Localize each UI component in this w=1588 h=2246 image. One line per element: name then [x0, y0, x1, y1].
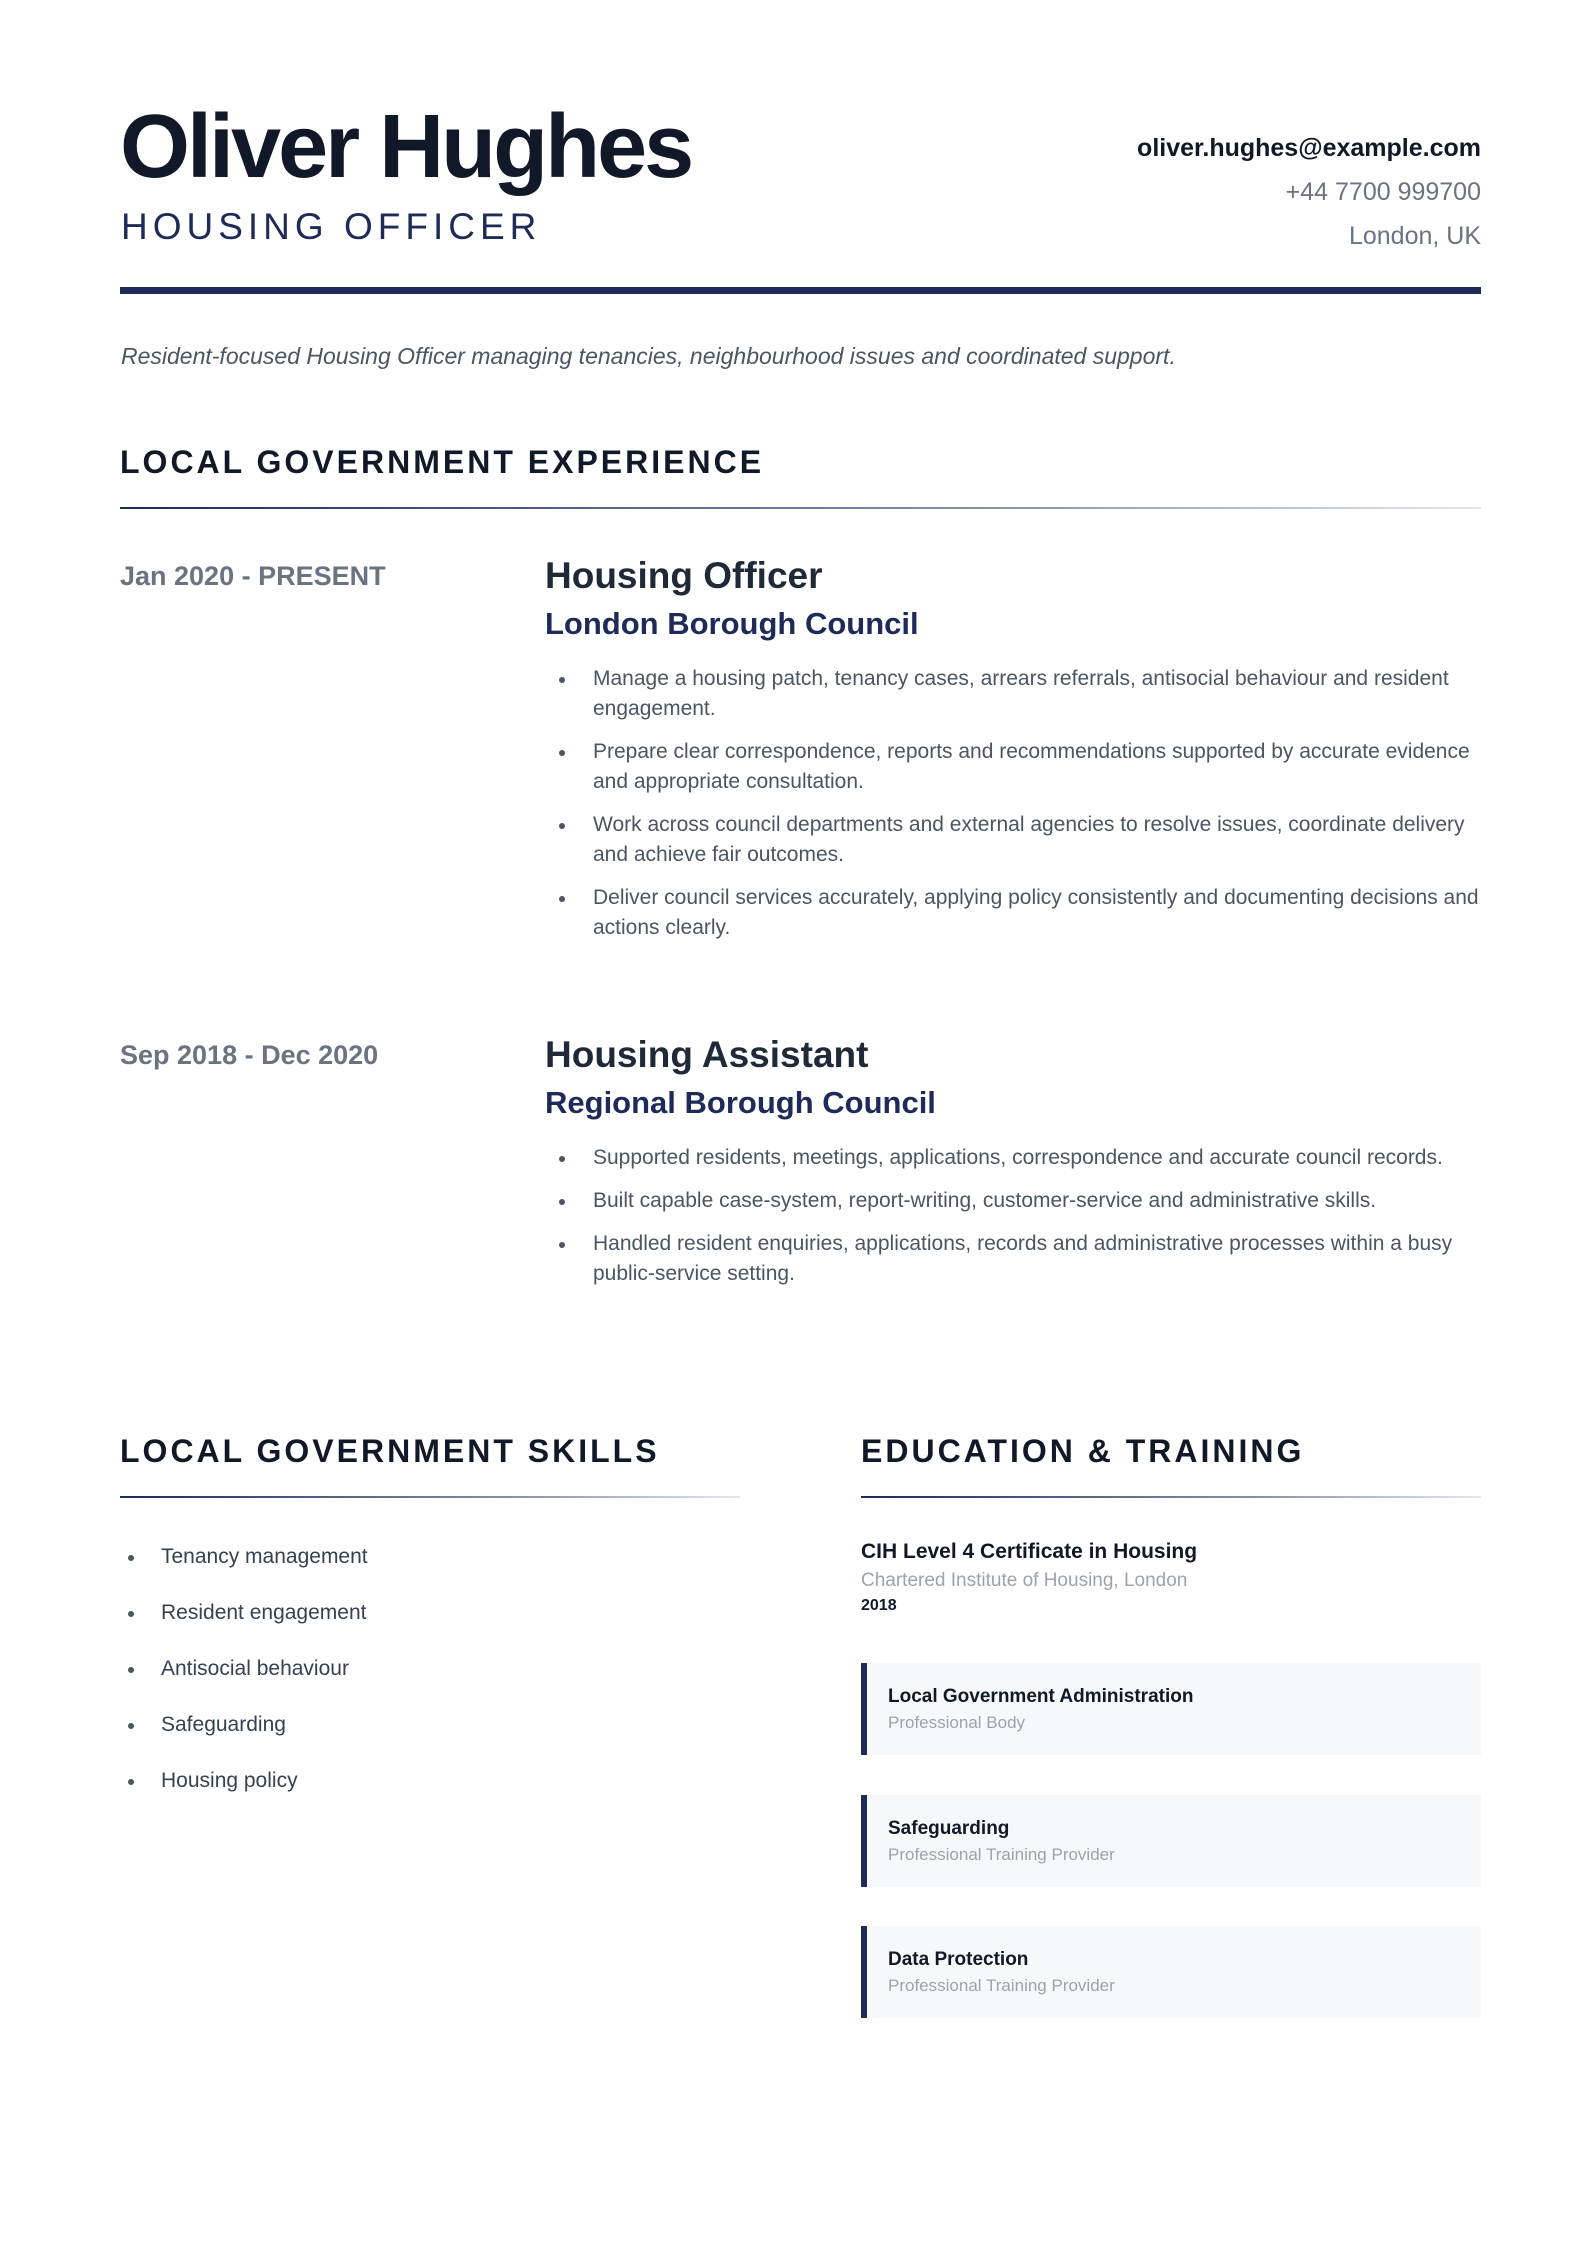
experience-heading: LOCAL GOVERNMENT EXPERIENCE — [120, 444, 765, 480]
certification-provider: Professional Body — [888, 1713, 1026, 1732]
education-heading: EDUCATION & TRAINING — [861, 1433, 1305, 1469]
skill-item: Safeguarding — [120, 1710, 368, 1740]
candidate-name: Oliver Hughes — [120, 97, 692, 197]
skills-list — [120, 1542, 368, 1822]
contact-phone: +44 7700 999700 — [1285, 178, 1481, 206]
certification-card — [861, 1663, 1481, 1755]
job-duties — [545, 664, 1481, 943]
certification-card — [861, 1795, 1481, 1887]
duty-item: Supported residents, meetings, applications, correspondence and accurate council records. — [545, 1143, 1481, 1173]
job-organization: Regional Borough Council — [545, 1085, 936, 1120]
skills-heading: LOCAL GOVERNMENT SKILLS — [120, 1433, 660, 1469]
degree-institution: Chartered Institute of Housing, London — [861, 1570, 1188, 1591]
job-duties — [545, 1143, 1481, 1289]
job-role: Housing Assistant — [545, 1034, 869, 1075]
header-divider — [120, 287, 1481, 294]
certification-title: Safeguarding — [888, 1818, 1010, 1839]
profile-summary: Resident-focused Housing Officer managing tenancies, neighbourhood issues and coordinated support. — [121, 343, 1176, 369]
job-details — [545, 555, 1481, 956]
duty-item: Manage a housing patch, tenancy cases, arrears referrals, antisocial behaviour and resident engagement. — [545, 664, 1481, 724]
skills-divider — [120, 1496, 740, 1498]
job-role: Housing Officer — [545, 555, 823, 596]
duty-item: Work across council departments and external agencies to resolve issues, coordinate delivery and achieve fair outcomes. — [545, 810, 1481, 870]
duty-item: Handled resident enquiries, applications, records and administrative processes within a busy public-service setting. — [545, 1229, 1481, 1289]
certification-provider: Professional Training Provider — [888, 1845, 1115, 1864]
skill-item: Housing policy — [120, 1766, 368, 1796]
job-organization: London Borough Council — [545, 606, 919, 641]
duty-item: Built capable case-system, report-writing, customer-service and administrative skills. — [545, 1186, 1481, 1216]
experience-divider — [120, 507, 1481, 509]
job-details — [545, 1034, 1481, 1302]
job-dates: Jan 2020 - PRESENT — [120, 561, 386, 591]
skill-item: Antisocial behaviour — [120, 1654, 368, 1684]
contact-block — [1137, 126, 1481, 258]
degree-year: 2018 — [861, 1597, 897, 1614]
certification-provider: Professional Training Provider — [888, 1976, 1115, 1995]
skill-item: Resident engagement — [120, 1598, 368, 1628]
skill-item: Tenancy management — [120, 1542, 368, 1572]
duty-item: Deliver council services accurately, applying policy consistently and documenting decisions and actions clearly. — [545, 883, 1481, 943]
duty-item: Prepare clear correspondence, reports and recommendations supported by accurate evidence and appropriate consultation. — [545, 737, 1481, 797]
degree-title: CIH Level 4 Certificate in Housing — [861, 1540, 1198, 1563]
contact-email[interactable]: oliver.hughes@example.com — [1137, 134, 1481, 162]
certification-card — [861, 1926, 1481, 2018]
certification-title: Data Protection — [888, 1949, 1029, 1970]
candidate-title: HOUSING OFFICER — [121, 206, 542, 247]
degree-entry — [861, 1537, 1481, 1617]
contact-location: London, UK — [1348, 222, 1481, 250]
job-dates: Sep 2018 - Dec 2020 — [120, 1040, 379, 1070]
education-divider — [861, 1496, 1481, 1498]
certification-title: Local Government Administration — [888, 1686, 1194, 1707]
